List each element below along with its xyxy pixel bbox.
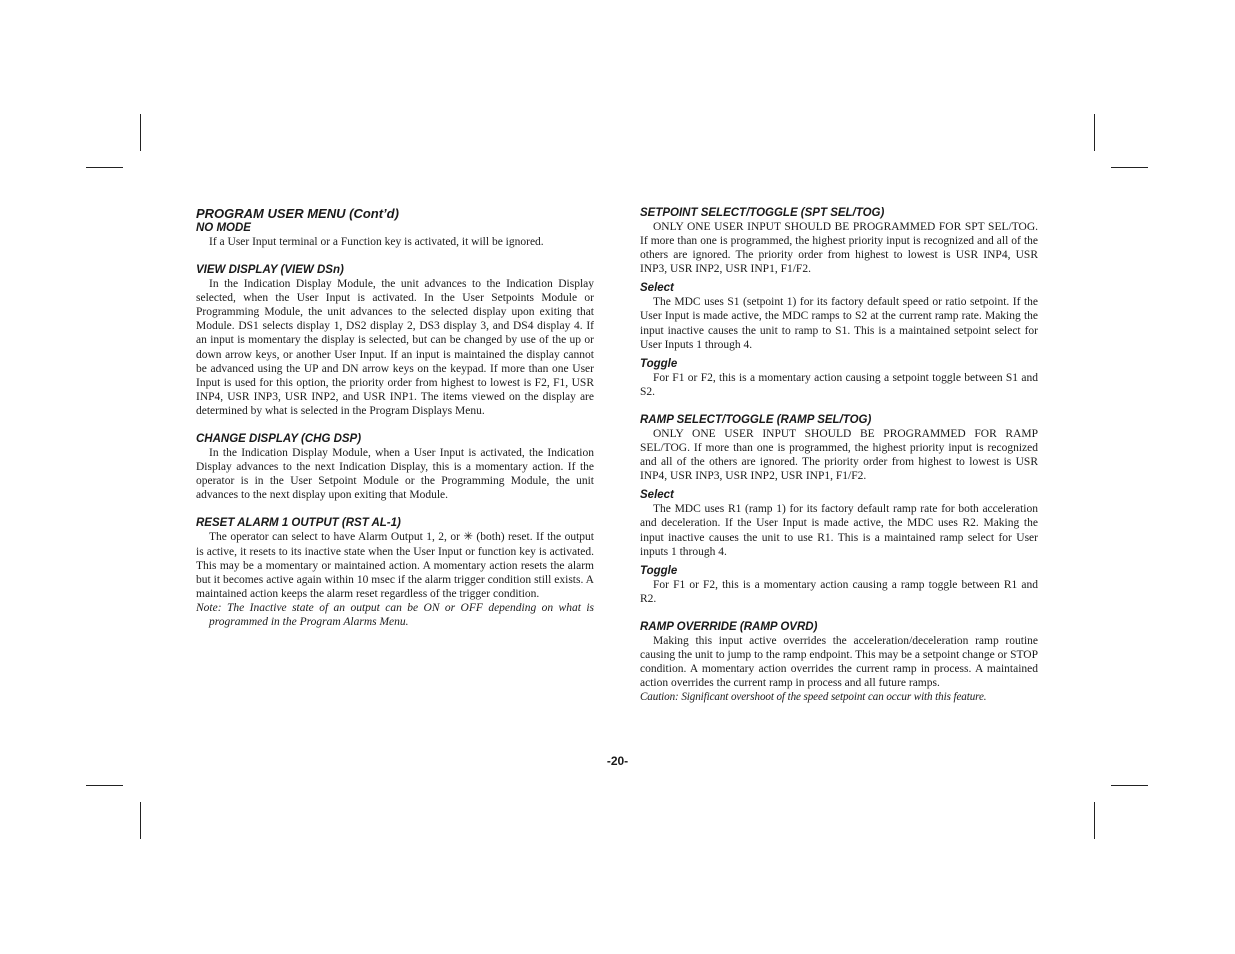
section-body-ramp-select: ONLY ONE USER INPUT SHOULD BE PROGRAMMED FOR RAMP SEL/TOG. If more than one is programmed, the highest priority input is recognized and all of the others are ignored. The priority order from highest to lowest is USR INP4, USR INP3, USR INP2, USR INP1, F1/F2. xyxy=(640,427,1038,483)
crop-mark xyxy=(140,114,141,151)
section-body-view-display: In the Indication Display Module, the unit advances to the Indication Display selected, when the User Input is activated. In the User Setpoints Module or Programming Module, the unit advances to the selected display upon exiting that Module. DS1 selects display 1, DS2 display 2, DS3 display 3, and DS4 display 4. If an input is momentary the display is selected, but can be changed by use of the up or down arrow keys, or another User Input. If an input is maintained the display cannot be advanced using the UP and DN arrow keys on the keypad. If more than one User Input is used for this option, the priority order from highest to lowest is F2, F1, USR INP4, USR INP3, USR INP2, and USR INP1. The items viewed on the display are determined by what is selected in the Program Displays Menu. xyxy=(196,278,594,417)
section-heading-setpoint-select: SETPOINT SELECT/TOGGLE (SPT SEL/TOG) xyxy=(640,207,885,219)
section-heading-view-display: VIEW DISPLAY (VIEW DSn) xyxy=(196,264,344,277)
crop-mark xyxy=(1094,114,1095,151)
right-column xyxy=(640,206,1038,704)
subsection-body-ramp-toggle: For F1 or F2, this is a momentary action causing a ramp toggle between R1 and R2. xyxy=(640,578,1038,605)
section-heading-ramp-override: RAMP OVERRIDE (RAMP OVRD) xyxy=(640,620,818,633)
section-body-reset-alarm: The operator can select to have Alarm Output 1, 2, or ✳ (both) reset. If the output is active, it resets to its inactive state when the User Input or function key is activated. This may be a momentary or maintained action. A momentary action resets the alarm but it becomes active again within 10 msec if the alarm trigger condition still exists. A maintained action keeps the alarm reset regardless of the trigger condition. xyxy=(196,531,594,600)
section-body-change-display: In the Indication Display Module, when a User Input is activated, the Indication Display advances to the next Indication Display, this is a momentary action. If the operator is in the User Setpoint Module or the Programming Module, the unit advances to the next display upon exiting that Module. xyxy=(196,447,594,502)
crop-mark xyxy=(140,802,141,839)
section-body-ramp-override: Making this input active overrides the acceleration/deceleration ramp routine causing the unit to jump to the ramp endpoint. This may be a setpoint change or STOP condition. A momentary action overrides the current ramp in process. A maintained action overrides the current ramp in process and all future ramps. xyxy=(640,634,1038,690)
section-body-setpoint-select: ONLY ONE USER INPUT SHOULD BE PROGRAMMED FOR SPT SEL/TOG. If more than one is programmed, the highest priority input is recognized and all of the others are ignored. The priority order from highest to lowest is USR INP4, USR INP3, USR INP2, USR INP1, F1/F2. xyxy=(640,221,1038,276)
subheading-ramp-toggle: Toggle xyxy=(640,564,678,577)
subsection-body-setpoint-select: The MDC uses S1 (setpoint 1) for its factory default speed or ratio setpoint. If the User Input is made active, the MDC ramps to S2 at the current ramp rate. Making the input inactive causes the unit to ramp to S1. This is a maintained setpoint select for User Inputs 1 through 4. xyxy=(640,296,1038,351)
crop-mark xyxy=(1111,785,1148,786)
page-number: -20- xyxy=(606,754,629,768)
subheading-setpoint-select: Select xyxy=(640,282,674,295)
subheading-setpoint-toggle: Toggle xyxy=(640,357,678,370)
section-heading-change-display: CHANGE DISPLAY (CHG DSP) xyxy=(196,433,362,446)
subsection-body-ramp-select: The MDC uses R1 (ramp 1) for its factory default ramp rate for both acceleration and deceleration. If the User Input is made active, the MDC uses R2. Making the input inactive causes the unit to use R1. This is a maintained ramp select for User inputs 1 through 4. xyxy=(640,503,1038,558)
subheading-ramp-select: Select xyxy=(640,489,674,502)
section-heading-ramp-select: RAMP SELECT/TOGGLE (RAMP SEL/TOG) xyxy=(640,413,872,426)
crop-mark xyxy=(1111,167,1148,168)
crop-mark xyxy=(86,785,123,786)
left-column xyxy=(196,206,594,629)
note-inactive-state: Note: The Inactive state of an output can be ON or OFF depending on what is programmed in the Program Alarms Menu. xyxy=(196,601,594,628)
caution-overshoot: Caution: Significant overshoot of the speed setpoint can occur with this feature. xyxy=(640,691,987,704)
page-title: PROGRAM USER MENU (Cont’d) xyxy=(196,206,399,221)
subsection-body-setpoint-toggle: For F1 or F2, this is a momentary action causing a setpoint toggle between S1 and S2. xyxy=(640,371,1038,398)
section-body-no-mode: If a User Input terminal or a Function key is activated, it will be ignored. xyxy=(209,236,544,248)
section-heading-reset-alarm: RESET ALARM 1 OUTPUT (RST AL-1) xyxy=(196,517,401,530)
section-heading-no-mode: NO MODE xyxy=(196,222,251,234)
crop-mark xyxy=(86,167,123,168)
crop-mark xyxy=(1094,802,1095,839)
